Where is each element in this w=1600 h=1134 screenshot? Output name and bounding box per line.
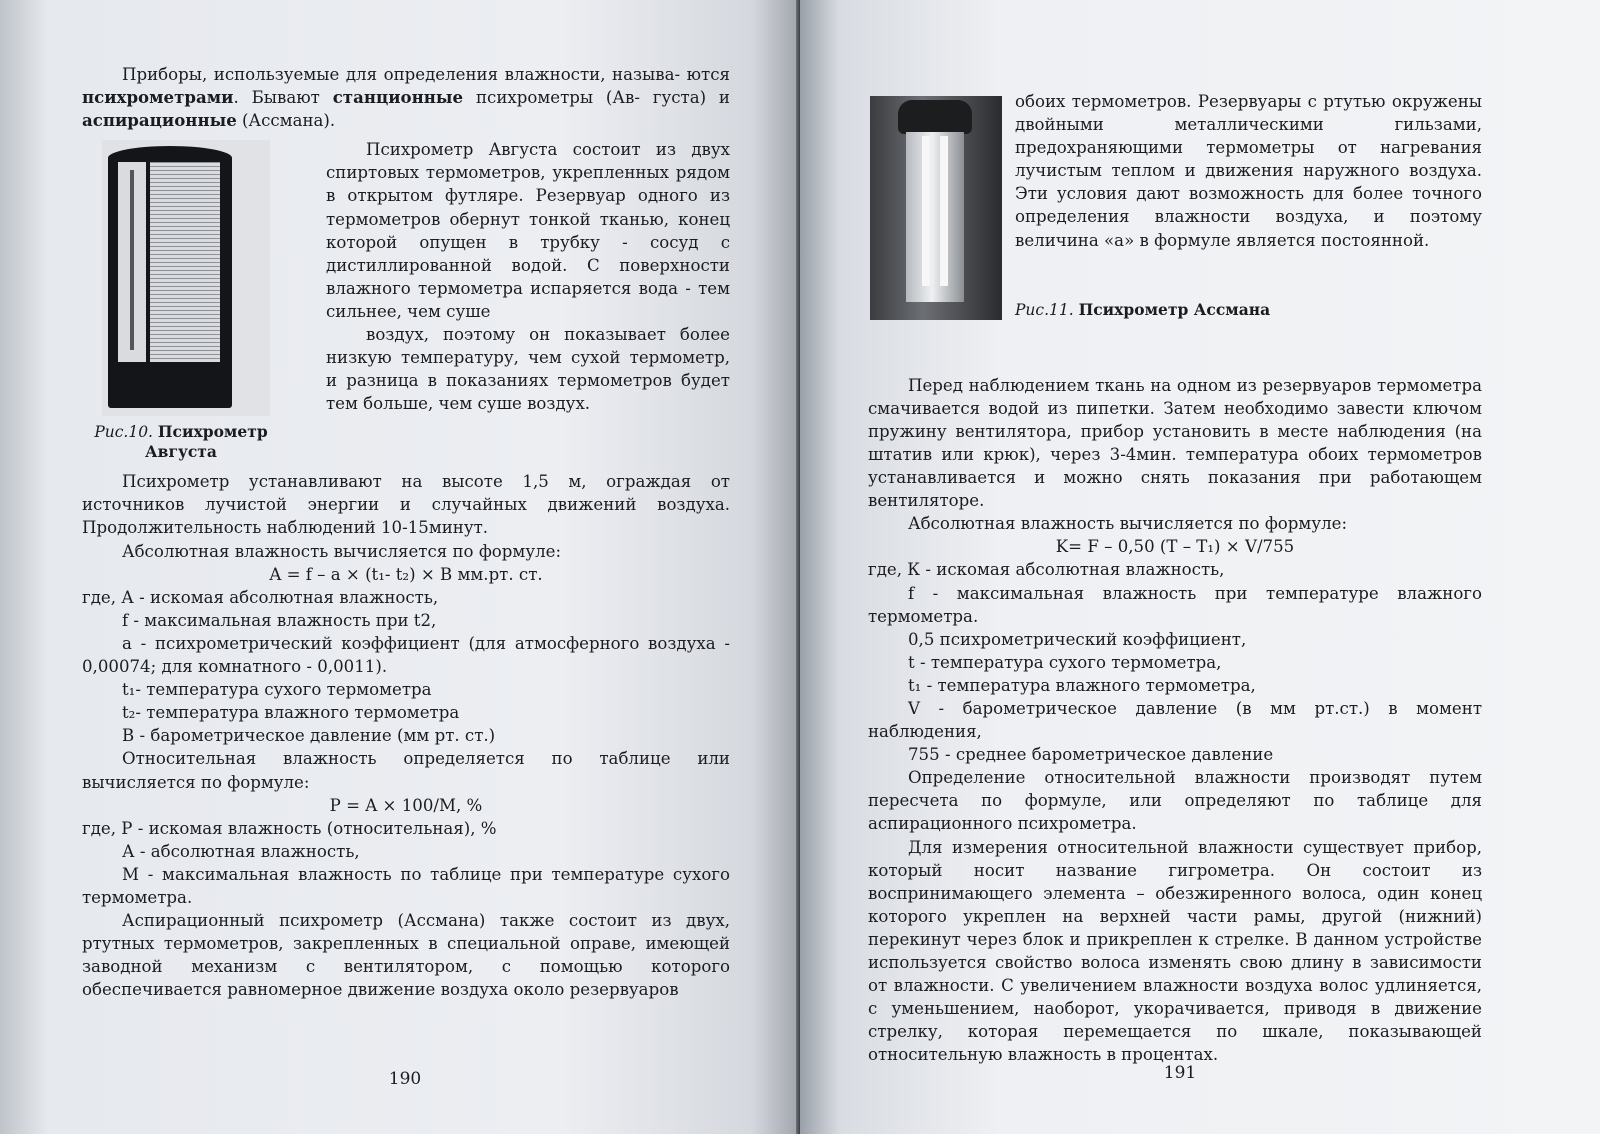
abs-intro: Абсолютная влажность вычисляется по формуле: bbox=[122, 541, 562, 561]
def-f-right: f - максимальная влажность при температуре влажного термометра. bbox=[868, 583, 1482, 626]
def-m: М - максимальная влажность по таблице при температуре сухого термометра. bbox=[82, 864, 730, 907]
figure-number: Рис.11. bbox=[1015, 301, 1074, 319]
abs-intro-right: Абсолютная влажность вычисляется по формуле: bbox=[908, 514, 1348, 534]
def-t2: t₂- температура влажного термометра bbox=[122, 703, 460, 723]
august-case bbox=[108, 146, 232, 408]
assman-tube bbox=[940, 136, 948, 286]
def-v: V - барометрическое давление (в мм рт.ст.) в момент наблюдения, bbox=[868, 698, 1482, 742]
figure-title: Психрометр Ассмана bbox=[1078, 300, 1271, 319]
def-b: В - барометрическое давление (мм рт. ст.) bbox=[122, 726, 496, 746]
figure-10-caption bbox=[50, 422, 312, 462]
relative-paragraph: Определение относительной влажности производят путем пересчета по формуле, или определяют по таблице для аспирационного психрометра. bbox=[868, 768, 1482, 834]
def-t1-right: t₁ - температура влажного термометра, bbox=[908, 675, 1256, 695]
page-number-right: 191 bbox=[1163, 1063, 1197, 1083]
formula-a: A = f – a × (t₁- t₂) × B мм.рт. ст. bbox=[269, 564, 543, 584]
page-number-left: 190 bbox=[388, 1069, 422, 1089]
formula-p: P = A × 100/M, % bbox=[329, 795, 483, 815]
def-coefficient: 0,5 психрометрический коэффициент, bbox=[908, 629, 1247, 649]
install-paragraph: Психрометр устанавливают на высоте 1,5 м, ограждая от источников лучистой энергии и случайных движений воздуха. Продолжительность наблюдений 10-15минут. bbox=[82, 472, 730, 538]
term-aspiration: аспирационные bbox=[82, 110, 237, 131]
def-a2: А - абсолютная влажность, bbox=[122, 841, 360, 861]
assman-tube bbox=[922, 136, 930, 286]
intro-text: ются bbox=[686, 65, 730, 84]
term-psychrometers: психрометрами bbox=[82, 87, 234, 108]
def-a: а - психрометрический коэффициент (для атмосферного воздуха - 0,00074; для комнатного - 0,0011). bbox=[82, 633, 730, 677]
figure-number: Рис.10. bbox=[94, 423, 153, 442]
aspiration-paragraph: Аспирационный психрометр (Ассмана) также состоит из двух, ртутных термометров, закрепленных в специальной оправе, имеющей заводной механизм с вентилятором, с помощью которого обеспечивается равномерное движение воздуха около резервуаров bbox=[82, 911, 730, 1000]
figure-title: Августа bbox=[145, 442, 217, 462]
intro-text: Приборы, используемые для определения влажности, называ- bbox=[122, 65, 681, 84]
formula-k: K= F – 0,50 (T – T₁) × V/755 bbox=[1055, 537, 1295, 557]
psychrometric-table bbox=[150, 162, 220, 362]
def-t: t - температура сухого термометра, bbox=[908, 652, 1222, 672]
thermometer-dry bbox=[118, 162, 146, 362]
assman-fan-head bbox=[898, 100, 972, 134]
intro-paragraph bbox=[82, 63, 730, 132]
assman-description: обоих термометров. Резервуары с ртутью окружены двойными металлическими гильзами, предохраняющими термометры от нагревания лучистым теплом и движения наружного воздуха. Эти условия дают возможность для более точного определения влажности воздуха, и поэтому величина «а» в формуле является постоянной. bbox=[1015, 92, 1482, 250]
hygrometer-paragraph: Для измерения относительной влажности существует прибор, который носит название гигрометра. Он состоит из воспринимающего элемента – обезжиренного волоса, один конец которого укреплен на верхней части рамы, другой (нижний) перекинут через блок и прикреплен к стрелке. В данном устройстве используется свойство волоса изменять свою длину в зависимости от влажности. С увеличением влажности воздуха волос удлиняется, с уменьшением, наоборот, укорачивается, приводя в движение стрелку, которая перемещается по шкале, показывающей относительную влажность в процентах. bbox=[868, 837, 1482, 1065]
figure-title: Психрометр bbox=[157, 422, 268, 442]
assman-body bbox=[906, 132, 964, 302]
intro-text: психрометры (Ав- bbox=[463, 88, 640, 108]
where-a: где, А - искомая абсолютная влажность, bbox=[82, 587, 439, 607]
august-psychrometer-image bbox=[102, 140, 270, 416]
intro-text: густа) и bbox=[652, 88, 730, 108]
august-paragraph-2: воздух, поэтому он показывает более низкую температуру, чем сухой термометр, и разница в показаниях термометров будет тем больше, чем суше воздух. bbox=[326, 325, 730, 414]
def-755: 755 - среднее барометрическое давление bbox=[908, 745, 1274, 765]
august-paragraph-1: Психрометр Августа состоит из двух спиртовых термометров, укрепленных рядом в открытом футляре. Резервуар одного из термометров обернут тонкой тканью, конец которой опущен в трубку - сосуд с дистиллированной водой. С поверхности влажного термометра испаряется вода - тем сильнее, чем суше bbox=[326, 140, 730, 321]
rel-intro: Относительная влажность определяется по таблице или вычисляется по формуле: bbox=[82, 749, 730, 792]
august-section bbox=[82, 138, 730, 464]
intro-text: . Бывают bbox=[233, 88, 333, 108]
figure-11-caption bbox=[1015, 300, 1270, 320]
assman-psychrometer-image bbox=[870, 96, 1002, 320]
before-observation-paragraph: Перед наблюдением ткань на одном из резервуаров термометра смачивается водой из пипетки. Затем необходимо завести ключом пружину вентилятора, прибор установить в месте наблюдения (на штатив или крюк), через 3-4мин. температура обоих термометров устанавливается и можно снять показания при работающем вентиляторе. bbox=[868, 375, 1482, 511]
where-p: где, Р - искомая влажность (относительная), % bbox=[82, 818, 497, 838]
where-k: где, К - искомая абсолютная влажность, bbox=[868, 560, 1225, 580]
term-station: станционные bbox=[332, 87, 464, 108]
def-f: f - максимальная влажность при t2, bbox=[122, 610, 437, 630]
def-t1: t₁- температура сухого термометра bbox=[122, 680, 432, 700]
intro-text: (Ассмана). bbox=[236, 111, 336, 131]
figure-august bbox=[50, 140, 312, 462]
